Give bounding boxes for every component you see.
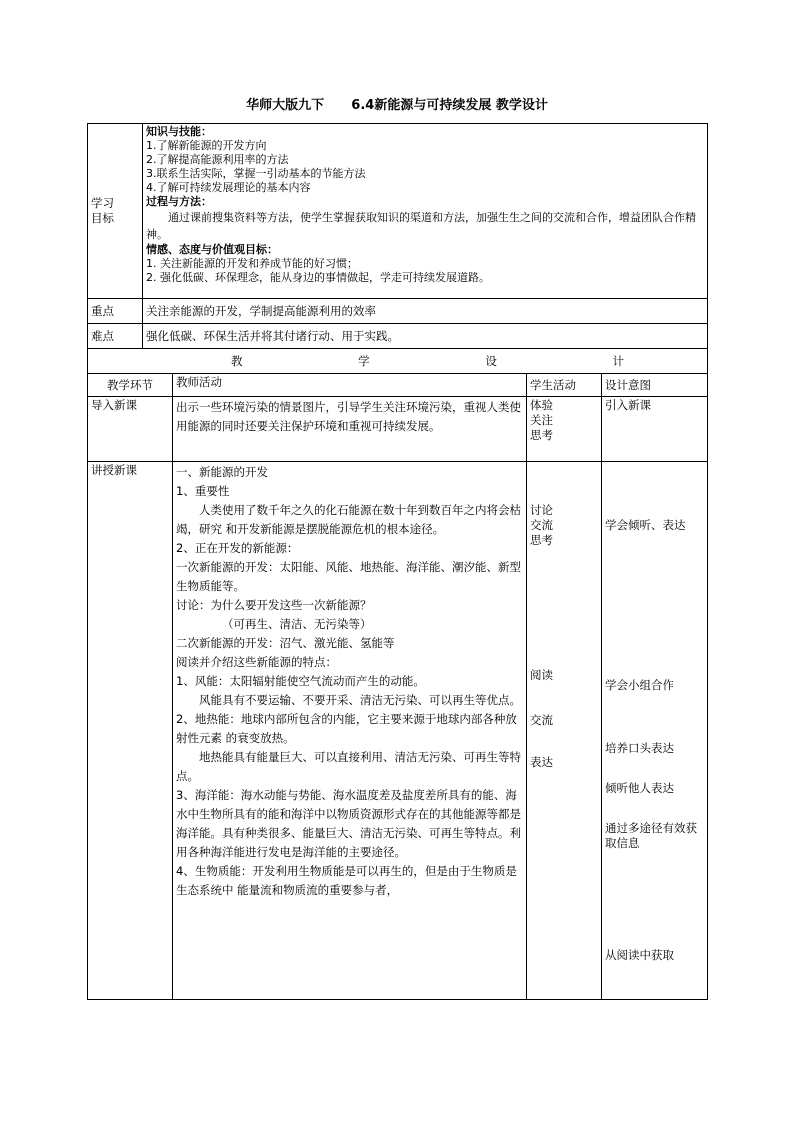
lecture-row	[88, 462, 708, 1000]
page-title: 华师大版九下 6.4新能源与可持续发展 教学设计	[246, 98, 548, 113]
design-intent: 通过多途径有效获取信息	[605, 821, 697, 850]
design-title-char: 学	[358, 353, 370, 368]
design-title-char: 教	[231, 353, 243, 368]
key-point-text: 关注亲能源的开发，学制提高能源利用的效率	[143, 299, 708, 324]
lesson-plan-table	[87, 123, 708, 1000]
design-intent: 学会小组合作	[605, 678, 674, 692]
intro-teacher-text: 出示一些环境污染的情景图片，引导学生关注环境污染，重视人类使用能源的同时还要关注保护环境和重视可持续发展。	[176, 400, 521, 433]
objectives-label-line2: 目标	[91, 211, 114, 225]
design-intent: 从阅读中获取	[605, 948, 674, 962]
student-activity: 思考	[530, 428, 553, 442]
lecture-line: 阅读并介绍这些新能源的特点：	[176, 655, 337, 669]
design-title-char: 设	[485, 353, 497, 368]
design-intent: 培养口头表达	[605, 741, 674, 755]
attitude-item: 2. 强化低碳、环保理念，能从身边的事情做起，学走可持续发展道路。	[146, 271, 490, 284]
difficulty-text: 强化低碳、环保生活并将其付诸行动、用于实践。	[143, 324, 708, 349]
intro-student	[527, 397, 602, 462]
student-activity: 思考	[530, 533, 553, 547]
knowledge-item: 1.了解新能源的开发方向	[146, 139, 267, 152]
difficulty-row	[88, 324, 708, 349]
objectives-label	[88, 124, 143, 299]
attitude-heading: 情感、态度与价值观目标：	[146, 243, 278, 256]
header-student: 学生活动	[527, 374, 602, 397]
design-title-row	[88, 349, 708, 374]
intro-teacher	[173, 397, 527, 462]
lecture-line: 风能具有不要运输、不要开采、清洁无污染、可以再生等优点。	[199, 693, 521, 707]
key-point-label: 重点	[88, 299, 143, 324]
intro-intent: 引入新课	[602, 397, 708, 462]
lecture-line: 2、正在开发的新能源：	[176, 541, 299, 555]
objectives-row	[88, 124, 708, 299]
lecture-line: 1、重要性	[176, 484, 230, 498]
student-activity: 讨论	[530, 503, 553, 517]
lecture-stage: 讲授新课	[88, 462, 173, 1000]
lecture-line: 3、海洋能：海水动能与势能、海水温度差及盐度差所具有的能、海水中生物所具有的能和海洋中以物质资源形式存在的其他能源等都是海洋能。具有种类很多、能量巨大、清洁无污染、可再生等特点。利用各种海洋能进行发电是海洋能的主要途径。	[176, 788, 521, 859]
process-text: 通过课前搜集资料等方法，使学生掌握获取知识的渠道和方法，加强生生之间的交流和合作，增益团队合作精神。	[146, 211, 696, 241]
lecture-line: 人类使用了数千年之久的化石能源在数十年到数百年之内将会枯竭，研究 和开发新能源是摆脱能源危机的根本途径。	[176, 503, 521, 536]
knowledge-heading: 知识与技能：	[146, 125, 212, 138]
lecture-line: 讨论：为什么要开发这些一次新能源？	[176, 598, 372, 612]
objectives-label-line1: 学习	[91, 196, 114, 210]
design-intent: 学会倾听、表达	[605, 518, 686, 532]
header-intent: 设计意图	[602, 374, 708, 397]
student-activity: 关注	[530, 413, 553, 427]
difficulty-label: 难点	[88, 324, 143, 349]
lecture-line: 地热能具有能量巨大、可以直接利用、清洁无污染、可再生等特点。	[176, 750, 521, 783]
lecture-line: 1、风能：太阳辐射能使空气流动而产生的动能。	[176, 674, 425, 688]
design-intent: 倾听他人表达	[605, 781, 674, 795]
lecture-line: 2、地热能：地球内部所包含的内能，它主要来源于地球内部各种放射性元素 的衰变放热。	[176, 712, 517, 745]
lecture-teacher	[173, 462, 527, 1000]
process-heading: 过程与方法：	[146, 195, 212, 208]
key-point-row	[88, 299, 708, 324]
lecture-line: 一、新能源的开发	[176, 465, 268, 479]
knowledge-item: 3.联系生活实际，掌握一引动基本的节能方法	[146, 167, 366, 180]
header-row	[88, 374, 708, 397]
lecture-line: 一次新能源的开发：太阳能、风能、地热能、海洋能、潮汐能、新型生物质能等。	[176, 560, 521, 593]
student-activity: 交流	[530, 713, 553, 727]
student-activity: 阅读	[530, 668, 553, 682]
knowledge-item: 2.了解提高能源利用率的方法	[146, 153, 289, 166]
lecture-intent	[602, 462, 708, 1000]
student-activity: 表达	[530, 755, 553, 769]
intro-stage: 导入新课	[88, 397, 173, 462]
knowledge-item: 4.了解可持续发展理论的基本内容	[146, 181, 311, 194]
design-title	[88, 349, 708, 374]
design-title-char: 计	[612, 353, 624, 368]
header-teacher: 教师活动	[173, 374, 527, 397]
student-activity: 体验	[530, 398, 553, 412]
lecture-line: 4、生物质能：开发利用生物质能是可以再生的，但是由于生物质是生态系统中 能量流和物质流的重要参与者，	[176, 864, 517, 897]
lecture-student	[527, 462, 602, 1000]
lecture-line: （可再生、清洁、无污染等）	[222, 617, 372, 631]
objectives-content	[143, 124, 708, 299]
student-activity: 交流	[530, 518, 553, 532]
header-stage: 教学环节	[88, 374, 173, 397]
intro-row	[88, 397, 708, 462]
lecture-line: 二次新能源的开发：沼气、激光能、氢能等	[176, 636, 395, 650]
attitude-item: 1. 关注新能源的开发和养成节能的好习惯；	[146, 257, 358, 270]
